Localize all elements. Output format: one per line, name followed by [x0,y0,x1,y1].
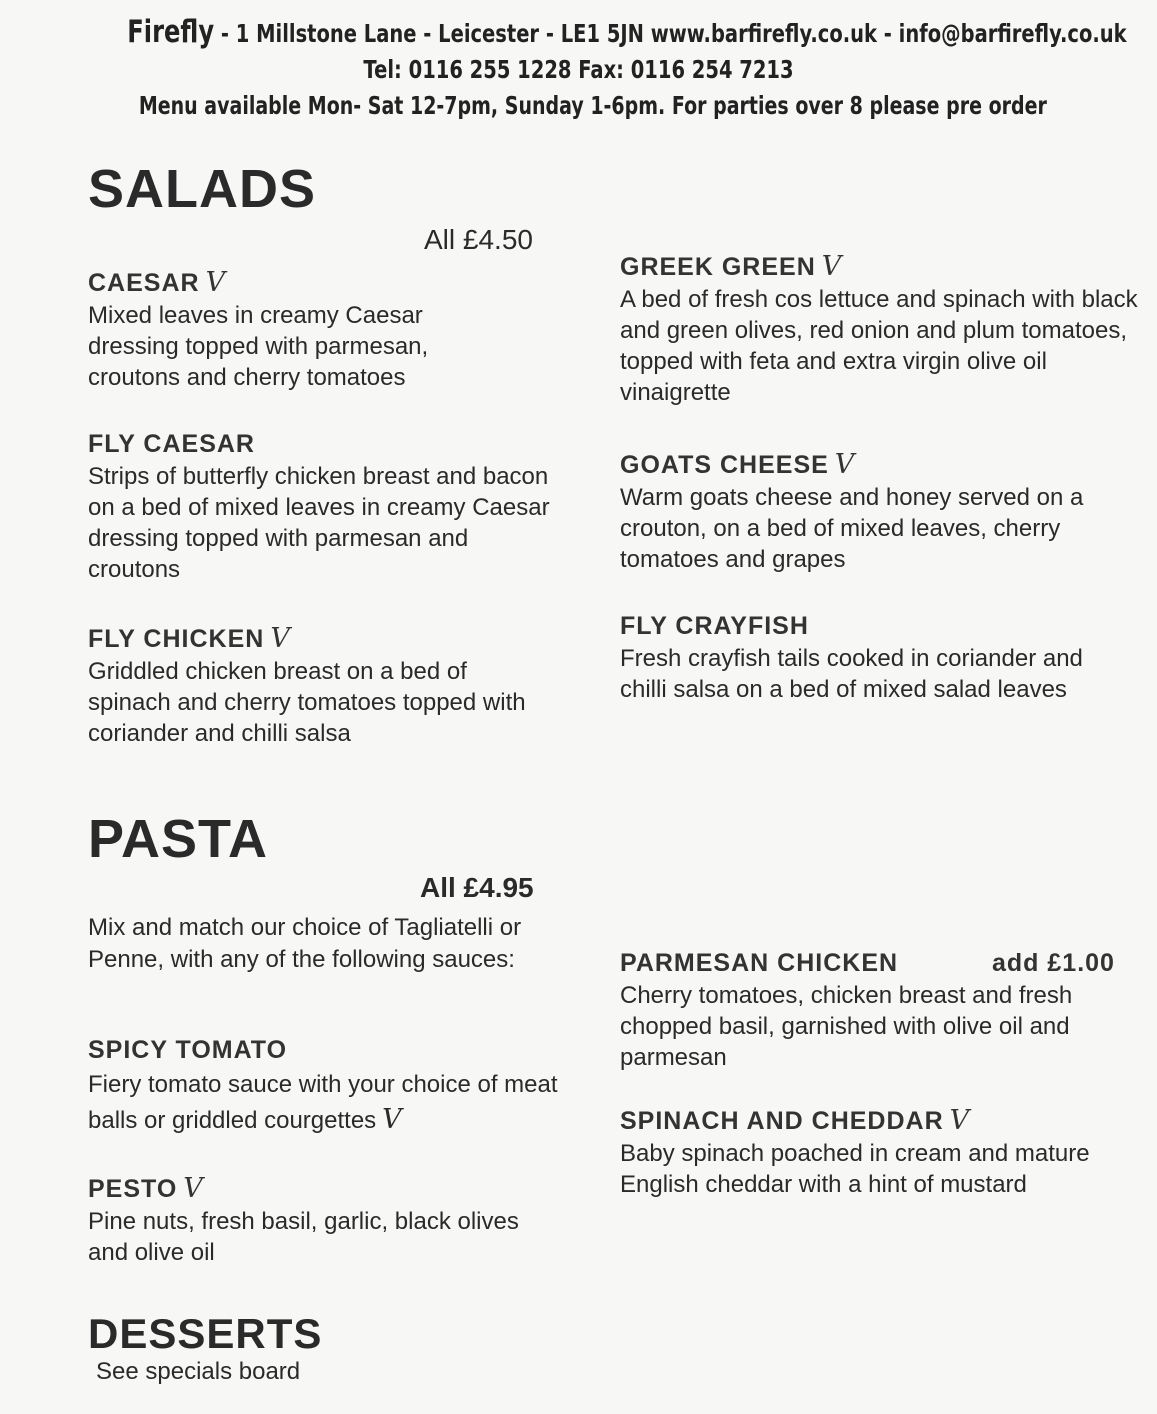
menu-item-pesto [88,1172,588,1268]
vegetarian-icon: V [821,251,843,282]
item-description: Fresh crayfish tails cooked in coriander and chilli salsa on a bed of mixed salad leaves [620,645,1083,703]
item-description: Griddled chicken breast on a bed of spinach and cherry tomatoes topped with coriander and chilli salsa [88,658,526,747]
menu-item-caesar [88,266,588,393]
item-name: PARMESAN CHICKEN [620,949,899,977]
item-name: GREEK GREEN [620,253,816,281]
item-title [620,1104,1120,1138]
item-description: Strips of butterfly chicken breast and bacon on a bed of mixed leaves in creamy Caesar dressing topped with parmesan and croutons [88,463,550,583]
item-description: Baby spinach poached in cream and mature English cheddar with a hint of mustard [620,1140,1090,1198]
item-name: SPINACH AND CHEDDAR [620,1107,944,1135]
item-name: FLY CAESAR [88,430,255,458]
section-title-desserts: DESSERTS [88,1310,323,1357]
header-address-line [127,14,1127,52]
section-title-pasta: PASTA [88,809,268,869]
vegetarian-icon: V [270,623,291,654]
item-name: FLY CRAYFISH [620,612,809,640]
item-description: A bed of fresh cos lettuce and spinach with black and green olives, red onion and plum tomatoes, topped with feta and extra virgin olive oil vinaigrette [620,286,1138,406]
item-title [88,1034,588,1067]
item-name: CAESAR [88,269,200,297]
item-description: Warm goats cheese and honey served on a crouton, on a bed of mixed leaves, cherry tomatoes and grapes [620,484,1084,573]
item-description: Pine nuts, fresh basil, garlic, black olives and olive oil [88,1208,519,1266]
menu-item-fly-caesar [88,428,588,585]
item-title [620,250,1120,284]
vegetarian-icon: V [834,449,856,480]
menu-item-greek-green [620,250,1138,408]
menu-item-spicy-tomato [88,1034,588,1138]
vegetarian-icon: V [183,1173,204,1204]
item-name: FLY CHICKEN [88,625,265,653]
menu-item-fly-crayfish [620,610,1120,705]
item-description: Cherry tomatoes, chicken breast and fresh chopped basil, garnished with olive oil and parmesan [620,982,1073,1071]
salads-price: All £4.50 [424,224,533,255]
item-title [620,947,1120,980]
item-title [620,448,1120,482]
desserts-note: See specials board [96,1358,301,1385]
item-title [88,622,588,656]
menu-item-parmesan-chicken [620,947,1120,1073]
item-title [88,428,588,461]
section-title-salads: SALADS [88,159,317,219]
menu-item-goats-cheese [620,448,1120,575]
vegetarian-icon: V [205,267,227,298]
item-description-text: Fiery tomato sauce with your choice of meat balls or griddled courgettes [88,1071,558,1134]
item-addon-price: add £1.00 [992,949,1115,977]
vegetarian-icon: V [949,1105,971,1136]
pasta-price: All £4.95 [420,872,534,903]
item-name: GOATS CHEESE [620,451,829,479]
menu-header [0,14,1157,124]
item-name: SPICY TOMATO [88,1036,288,1064]
item-name: PESTO [88,1175,178,1203]
item-title [620,610,1120,643]
item-description [88,1067,568,1138]
item-description: Mixed leaves in creamy Caesar dressing topped with parmesan, croutons and cherry tomatoes [88,302,429,391]
vegetarian-icon: V [382,1104,402,1135]
item-title [88,1172,588,1206]
pasta-intro: Mix and match our choice of Tagliatelli or Penne, with any of the following sauces: [88,914,522,973]
header-address: - 1 Millstone Lane - Leicester - LE1 5JN www.barfirefly.co.uk - info@barfirefly.co.uk [214,19,1127,48]
header-hours: Menu available Mon- Sat 12-7pm, Sunday 1-6pm. For parties over 8 please pre order [138,91,1047,120]
header-phone: Tel: 0116 255 1228 Fax: 0116 254 7213 [363,55,794,84]
brand-name: Firefly [127,14,215,50]
menu-item-fly-chicken [88,622,588,749]
menu-item-spinach-and-cheddar [620,1104,1120,1200]
item-title [88,266,588,300]
